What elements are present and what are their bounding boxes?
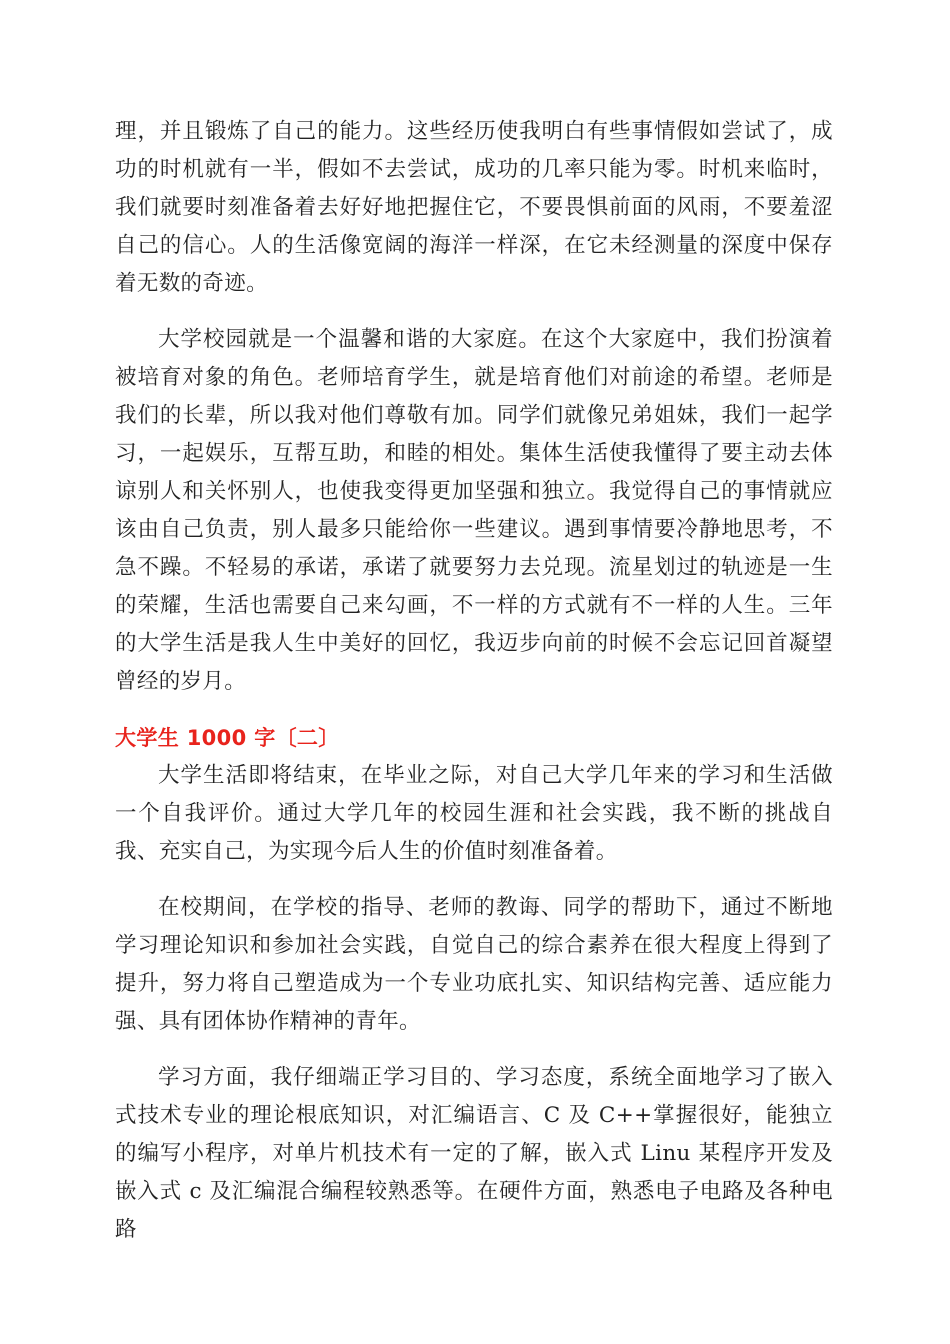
document-body <box>115 113 833 1267</box>
paragraph-continued: 理，并且锻炼了自己的能力。这些经历使我明白有些事情假如尝试了，成功的时机就有一半，假如不去尝试，成功的几率只能为零。时机来临时，我们就要时刻准备着去好好地把握住它，不要畏惧前面的风雨，不要羞涩自己的信心。人的生活像宽阔的海洋一样深，在它未经测量的深度中保存着无数的奇迹。 <box>115 119 833 296</box>
paragraph-school: 在校期间，在学校的指导、老师的教诲、同学的帮助下，通过不断地学习理论知识和参加社会实践，自觉自己的综合素养在很大程度上得到了提升，努力将自己塑造成为一个专业功底扎实、知识结构完善、适应能力强、具有团体协作精神的青年。 <box>115 895 833 1034</box>
section-heading: 大学生 1000 字〔二〕 <box>115 726 340 750</box>
paragraph-intro: 大学生活即将结束，在毕业之际，对自己大学几年来的学习和生活做一个自我评价。通过大学几年的校园生涯和社会实践，我不断的挑战自我、充实自己，为实现今后人生的价值时刻准备着。 <box>115 763 833 864</box>
paragraph-campus: 大学校园就是一个温馨和谐的大家庭。在这个大家庭中，我们扮演着被培育对象的角色。老师培育学生，就是培育他们对前途的希望。老师是我们的长辈，所以我对他们尊敬有加。同学们就像兄弟姐妹，我们一起学习，一起娱乐，互帮互助，和睦的相处。集体生活使我懂得了要主动去体谅别人和关怀别人，也使我变得更加坚强和独立。我觉得自己的事情就应该由自己负责，别人最多只能给你一些建议。遇到事情要冷静地思考，不急不躁。不轻易的承诺，承诺了就要努力去兑现。流星划过的轨迹是一生的荣耀，生活也需要自己来勾画，不一样的方式就有不一样的人生。三年的大学生活是我人生中美好的回忆，我迈步向前的时候不会忘记回首凝望曾经的岁月。 <box>115 327 833 694</box>
paragraph-study: 学习方面，我仔细端正学习目的、学习态度，系统全面地学习了嵌入式技术专业的理论根底知识，对汇编语言、C 及 C++掌握很好，能独立的编写小程序，对单片机技术有一定的了解，嵌入式 Linu 某程序开发及嵌入式 c 及汇编混合编程较熟悉等。在硬件方面，熟悉电子电路及各种电路 <box>115 1065 833 1242</box>
